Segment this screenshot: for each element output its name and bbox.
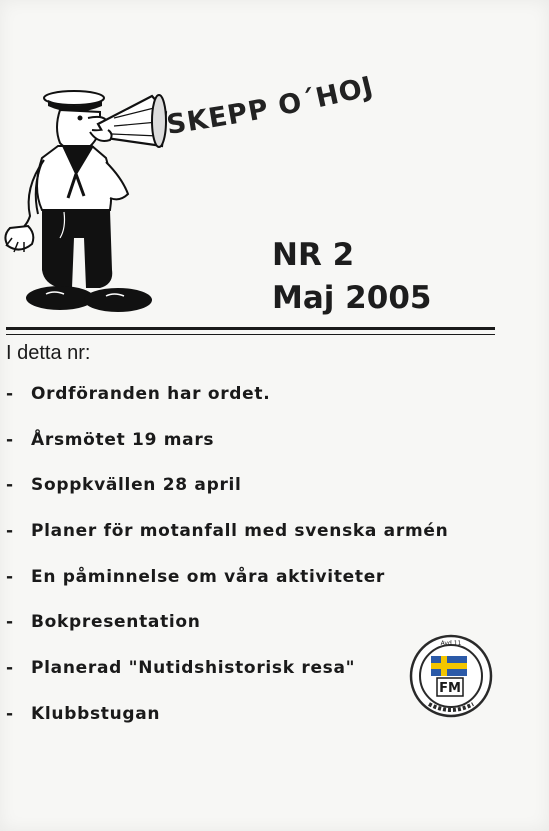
masthead-title	[158, 62, 438, 142]
list-bullet: -	[6, 384, 14, 404]
list-item-label: Planerad "Nutidshistorisk resa"	[31, 658, 356, 679]
emblem-center-text: FM	[439, 681, 461, 696]
list-item	[6, 430, 448, 476]
list-bullet: -	[6, 566, 14, 587]
list-item-label: Planer för motanfall med svenska armén	[31, 521, 449, 542]
list-bullet: -	[6, 429, 14, 450]
list-item	[6, 521, 448, 567]
contents-list	[6, 384, 448, 750]
divider	[6, 334, 495, 335]
list-bullet: -	[6, 612, 14, 633]
list-item-label: Ordföranden har ordet.	[31, 384, 271, 404]
list-item-label: Bokpresentation	[31, 612, 201, 633]
list-bullet: -	[6, 475, 14, 496]
masthead-title-text: SKEPP O´HOJ	[164, 70, 377, 141]
emblem-top-text: Avd 11	[440, 640, 462, 647]
list-item-label: En påminnelse om våra aktiviteter	[31, 566, 386, 587]
list-item-label: Soppkvällen 28 april	[31, 475, 242, 496]
list-bullet: -	[6, 658, 14, 679]
list-bullet: -	[6, 521, 14, 542]
list-item	[6, 658, 448, 704]
issue-date: Maj 2005	[272, 280, 432, 316]
flag-emblem-icon	[409, 634, 493, 718]
contents-heading: I detta nr:	[6, 342, 91, 364]
list-item	[6, 704, 448, 750]
list-bullet: -	[6, 703, 14, 724]
list-item	[6, 384, 448, 430]
list-item	[6, 475, 448, 521]
issue-number: NR 2	[272, 237, 355, 273]
list-item	[6, 567, 448, 613]
list-item-label: Klubbstugan	[31, 703, 161, 724]
divider	[6, 327, 495, 330]
list-item	[6, 612, 448, 658]
list-item-label: Årsmötet 19 mars	[31, 429, 215, 450]
sailor-megaphone-icon	[2, 88, 170, 328]
